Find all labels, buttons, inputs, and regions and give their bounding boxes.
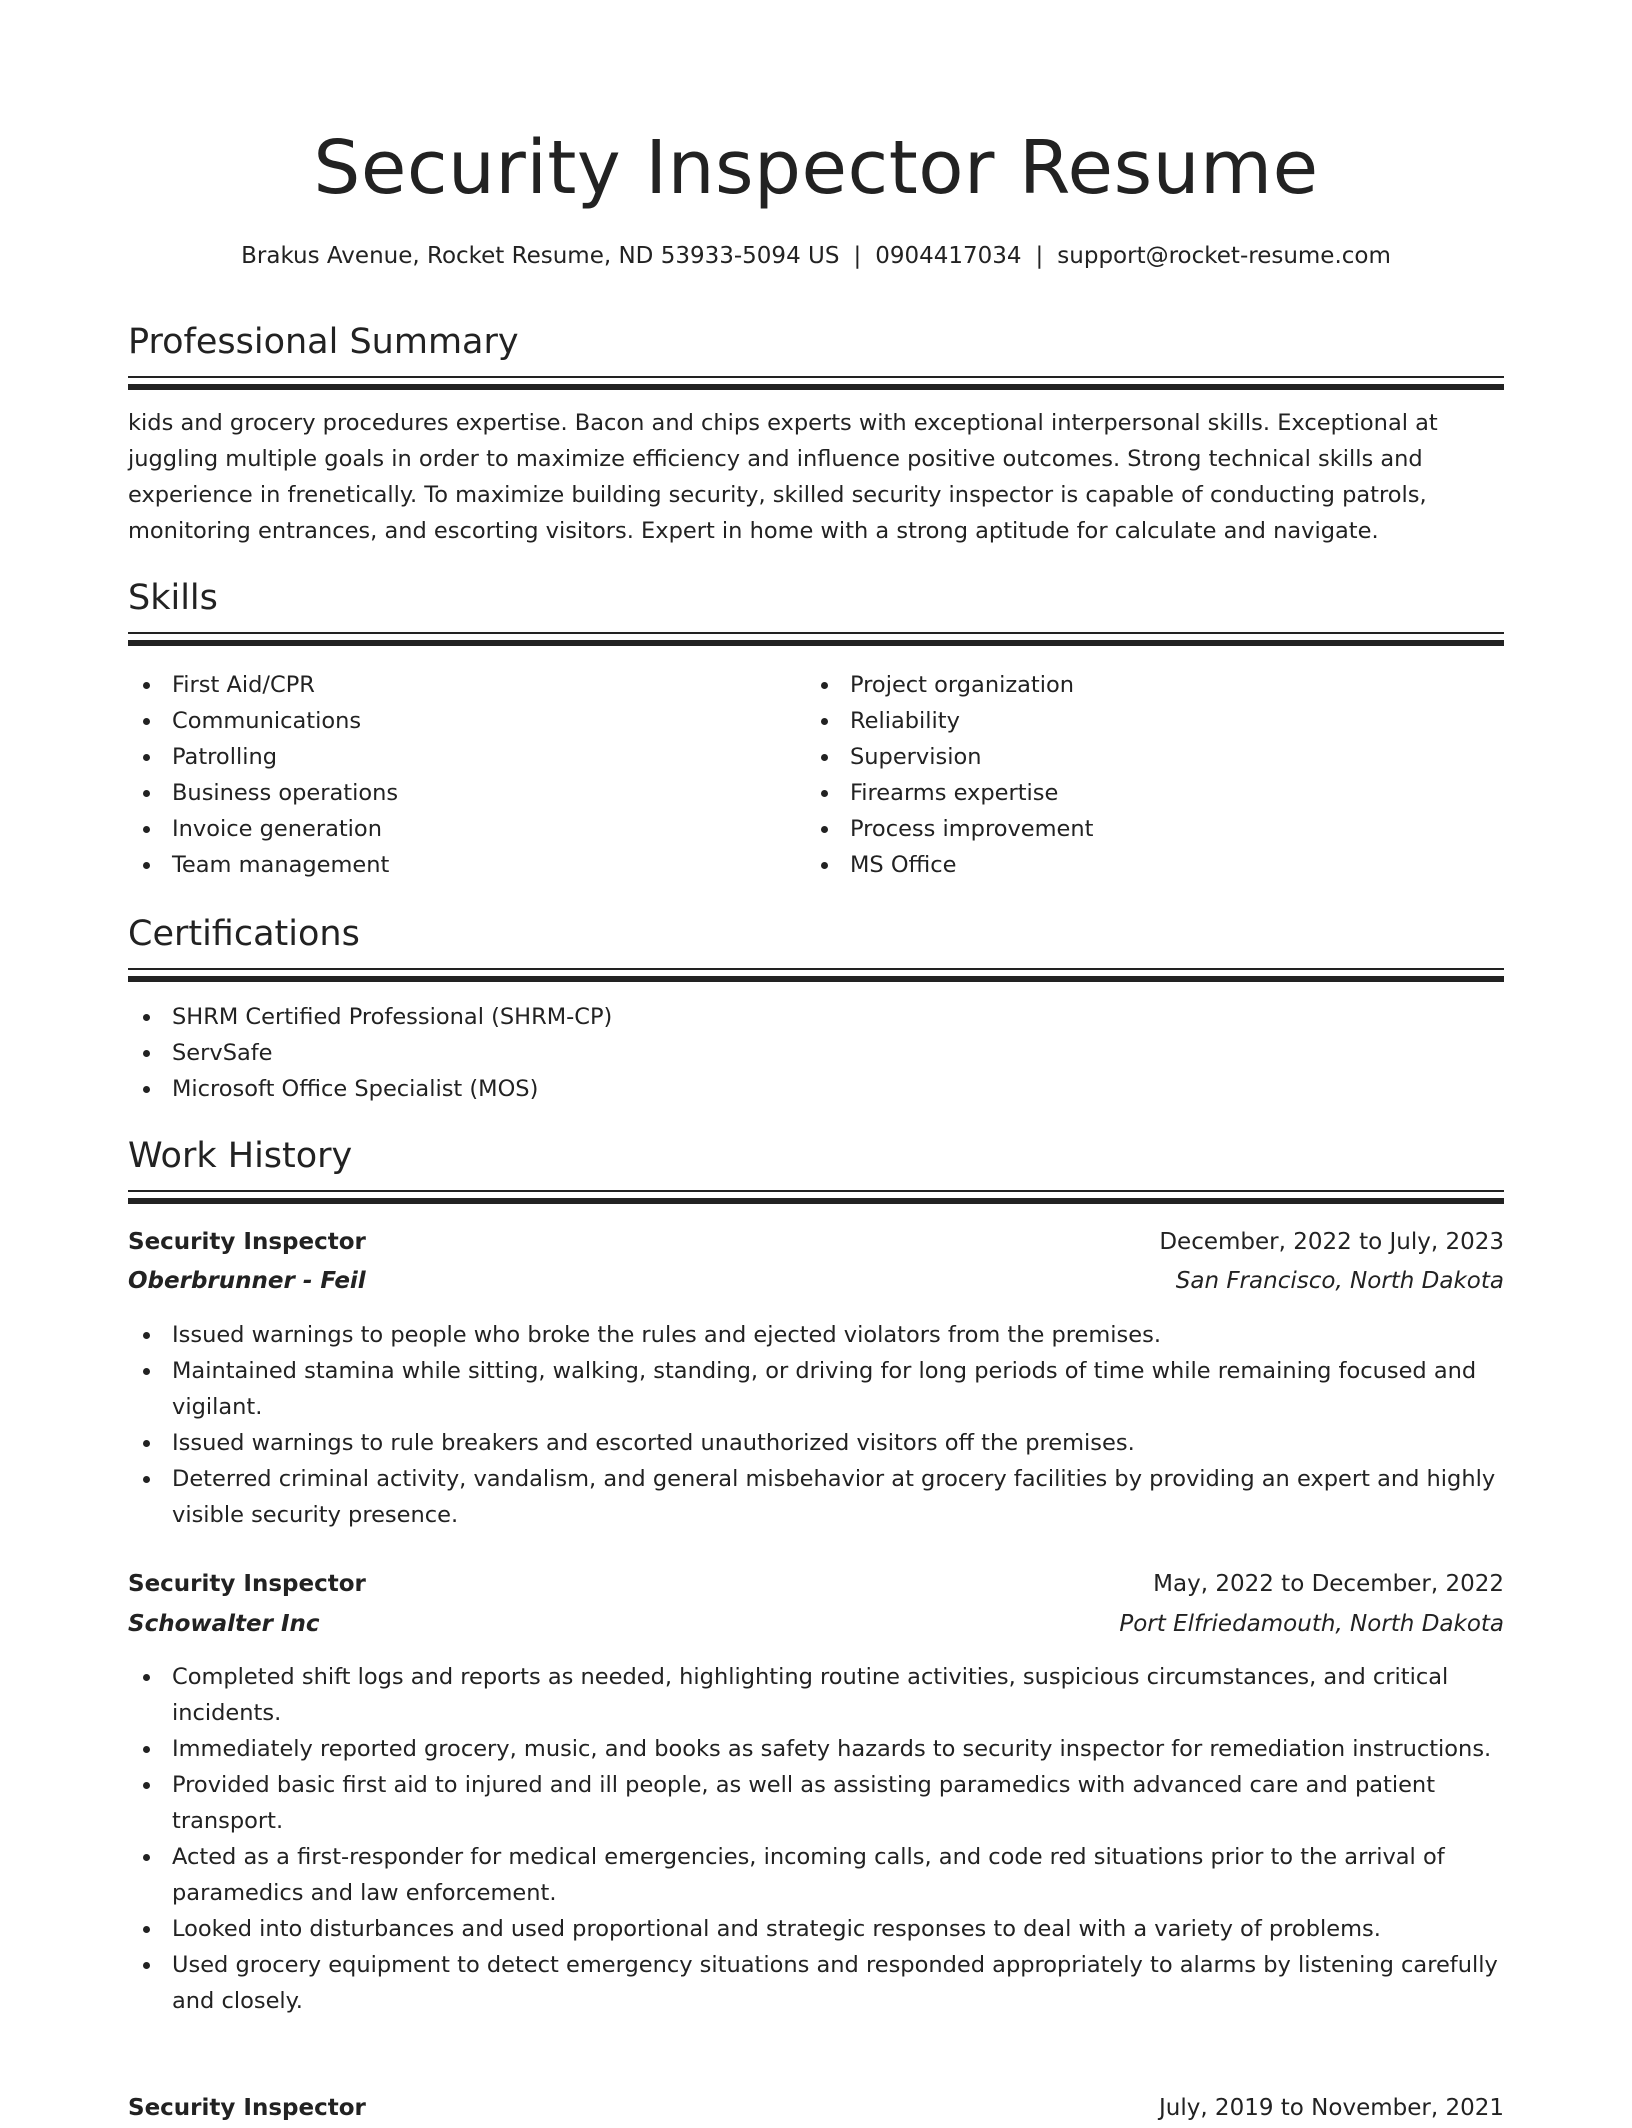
contact-separator: | bbox=[1035, 243, 1044, 269]
job-dates: July, 2019 to November, 2021 bbox=[1158, 2095, 1504, 2121]
skill-item: Invoice generation bbox=[172, 811, 802, 847]
job-location: Port Elfriedamouth, North Dakota bbox=[1119, 1611, 1504, 1637]
skill-item: Project organization bbox=[850, 667, 1500, 703]
skill-item: MS Office bbox=[850, 847, 1500, 883]
section-divider bbox=[128, 1190, 1504, 1204]
job-dates: May, 2022 to December, 2022 bbox=[1153, 1571, 1504, 1597]
section-divider bbox=[128, 376, 1504, 390]
job-duty-item: Used grocery equipment to detect emergency situations and responded appropriately to alarms by listening carefully and closely. bbox=[172, 1947, 1504, 2019]
section-divider bbox=[128, 968, 1504, 982]
job-subheader bbox=[128, 1261, 1504, 1301]
job-duties-list bbox=[128, 1659, 1504, 2019]
skill-item: Reliability bbox=[850, 703, 1500, 739]
job-duty-item: Looked into disturbances and used proportional and strategic responses to deal with a variety of problems. bbox=[172, 1911, 1504, 1947]
skill-item: Business operations bbox=[172, 775, 802, 811]
job-duty-item: Provided basic first aid to injured and ill people, as well as assisting paramedics with advanced care and patient transport. bbox=[172, 1767, 1504, 1839]
job-duty-item: Acted as a first-responder for medical emergencies, incoming calls, and code red situations prior to the arrival of paramedics and law enforcement. bbox=[172, 1839, 1504, 1911]
certification-item: SHRM Certified Professional (SHRM-CP) bbox=[172, 999, 1504, 1035]
job-duty-item: Immediately reported grocery, music, and books as safety hazards to security inspector for remediation instructions. bbox=[172, 1731, 1504, 1767]
skill-item: Patrolling bbox=[172, 739, 802, 775]
contact-address: Brakus Avenue, Rocket Resume, ND 53933-5094 US bbox=[241, 243, 840, 269]
skills-heading: Skills bbox=[128, 578, 218, 618]
summary-text: kids and grocery procedures expertise. Bacon and chips experts with exceptional interpersonal skills. Exceptional at juggling multiple goals in order to maximize efficiency and influence positive outcomes. Strong technical skills and experience in frenetically. To maximize building security, skilled security inspector is capable of conducting patrols, monitoring entrances, and escorting visitors. Expert in home with a strong aptitude for calculate and navigate. bbox=[128, 410, 1438, 544]
skill-item: Communications bbox=[172, 703, 802, 739]
contact-email[interactable]: support@rocket-resume.com bbox=[1057, 243, 1391, 269]
job-duty-item: Issued warnings to rule breakers and escorted unauthorized visitors off the premises. bbox=[172, 1425, 1504, 1461]
job-title: Security Inspector bbox=[128, 1571, 366, 1597]
job-company: Schowalter Inc bbox=[128, 1611, 320, 1637]
skill-item: Firearms expertise bbox=[850, 775, 1500, 811]
job-title: Security Inspector bbox=[128, 2095, 366, 2121]
certifications-heading: Certifications bbox=[128, 914, 360, 954]
contact-phone: 0904417034 bbox=[875, 243, 1022, 269]
job-duty-item: Maintained stamina while sitting, walking, standing, or driving for long periods of time while remaining focused and vigilant. bbox=[172, 1353, 1504, 1425]
job-dates: December, 2022 to July, 2023 bbox=[1159, 1229, 1504, 1255]
contact-line bbox=[128, 238, 1504, 274]
skill-item: First Aid/CPR bbox=[172, 667, 802, 703]
certification-item: ServSafe bbox=[172, 1035, 1504, 1071]
skill-item: Supervision bbox=[850, 739, 1500, 775]
contact-separator: | bbox=[853, 243, 862, 269]
resume-title: Security Inspector Resume bbox=[313, 125, 1319, 211]
job-duties-list bbox=[128, 1317, 1504, 1533]
skill-item: Process improvement bbox=[850, 811, 1500, 847]
job-duty-item: Deterred criminal activity, vandalism, and general misbehavior at grocery facilities by providing an expert and highly visible security presence. bbox=[172, 1461, 1504, 1533]
certifications-list bbox=[128, 999, 1504, 1107]
job-title: Security Inspector bbox=[128, 1229, 366, 1255]
job-duty-item: Issued warnings to people who broke the rules and ejected violators from the premises. bbox=[172, 1317, 1504, 1353]
skills-list-right bbox=[806, 667, 1500, 883]
job-subheader bbox=[128, 1604, 1504, 1644]
job-header bbox=[128, 1222, 1504, 1262]
work-history-heading: Work History bbox=[128, 1136, 353, 1176]
job-header bbox=[128, 2088, 1504, 2128]
job-company: Oberbrunner - Feil bbox=[128, 1268, 366, 1294]
certification-item: Microsoft Office Specialist (MOS) bbox=[172, 1071, 1504, 1107]
skill-item: Team management bbox=[172, 847, 802, 883]
job-location: San Francisco, North Dakota bbox=[1175, 1268, 1504, 1294]
job-duty-item: Completed shift logs and reports as needed, highlighting routine activities, suspicious circumstances, and critical incidents. bbox=[172, 1659, 1504, 1731]
skills-list-left bbox=[128, 667, 802, 883]
summary-heading: Professional Summary bbox=[128, 322, 519, 362]
section-divider bbox=[128, 632, 1504, 646]
job-header bbox=[128, 1564, 1504, 1604]
